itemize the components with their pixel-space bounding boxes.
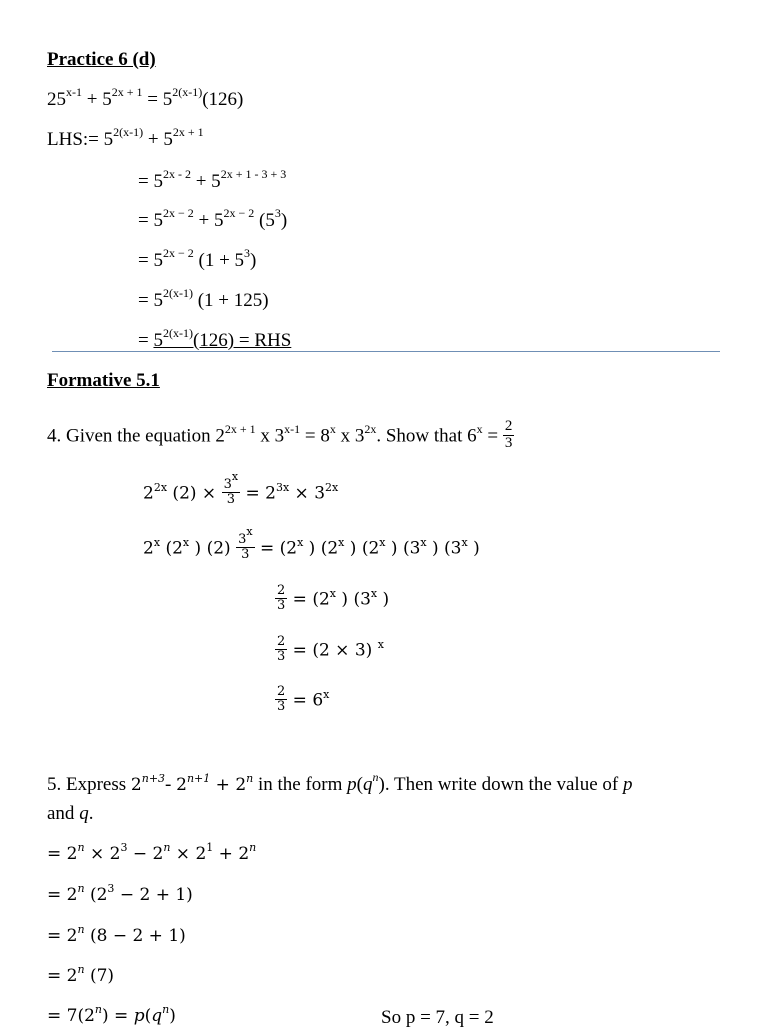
work-line-5: $\frac{2}{3}$ = $6^x$ (277, 684, 330, 714)
answer-conclusion: So p = 7, q = 2 (381, 1007, 494, 1028)
answer-line-4: = $2^n$ (7) (47, 963, 115, 986)
lhs-line: LHS:= $5^{2(x-1)} + 5^{2x + 1}$ (47, 125, 204, 150)
step-1: = $5^{2x - 2} + 5^{2x + 1 - 3 + 3}$ (138, 167, 287, 192)
step-2: = $5^{2x - 2} + 5^{2x - 2}$ $(5^3)$ (138, 206, 288, 231)
fraction-two-thirds: $\frac{2}{3}$ (504, 418, 513, 451)
work-line-1: $2^{2x}$ (2) × $\frac{3^x}{3}$ = $2^{3x} \times 3^{2x}$ (143, 470, 339, 507)
answer-line-3: = $2^n$ (8 − 2 + 1) (47, 923, 186, 946)
step-4: = $5^{2(x-1)}$ (1 + 125) (138, 286, 269, 311)
work-line-2: 2$^x$ (2$^x$ ) (2) $\frac{3^x}{3}$ = ($2^x$ ) (2$^x$ ) (2$^x$ ) (3$^x$ ) (3$^x$ ) (143, 525, 480, 562)
practice-equation: $25^{x-1} + 5^{2x + 1} = 5^{2(x-1)}(126)$ (47, 85, 244, 110)
work-line-3: $\frac{2}{3}$ = ($2^x$ ) (3$^x$ ) (277, 583, 390, 613)
answer-line-2: = $2^n$ $(2^3 - 2 + 1)$ (47, 882, 193, 905)
practice-title: Practice 6 (d) (47, 49, 156, 70)
question-5-line-2: and q. (47, 803, 94, 824)
work-line-4: $\frac{2}{3}$ = (2 × 3) $^x$ (277, 634, 384, 664)
answer-line-5: = $7(2^n) = p(q^n)$ (47, 1003, 176, 1026)
answer-line-1: = $2^n \times 2^3 - 2^n \times 2^1 + 2^n$ (47, 841, 257, 864)
section-divider (52, 351, 720, 352)
step-3: = $5^{2x - 2}$ $(1 + 5^3)$ (138, 246, 257, 271)
formative-title: Formative 5.1 (47, 370, 160, 391)
step-5: = $5^{2(x-1)}(126)$ = RHS (138, 326, 292, 351)
question-5: 5. Express $2^{n+3}-$ $2^{n+1} + 2^n$ in the form $p(q^n)$. Then write down the value of p (47, 770, 633, 795)
question-4: 4. Given the equation $2^{2x + 1}$ x $3^{x-1} = 8^x$ x $3^{2x}$. Show that $6^x$ = $\frac{2}{3}$ (47, 418, 513, 451)
